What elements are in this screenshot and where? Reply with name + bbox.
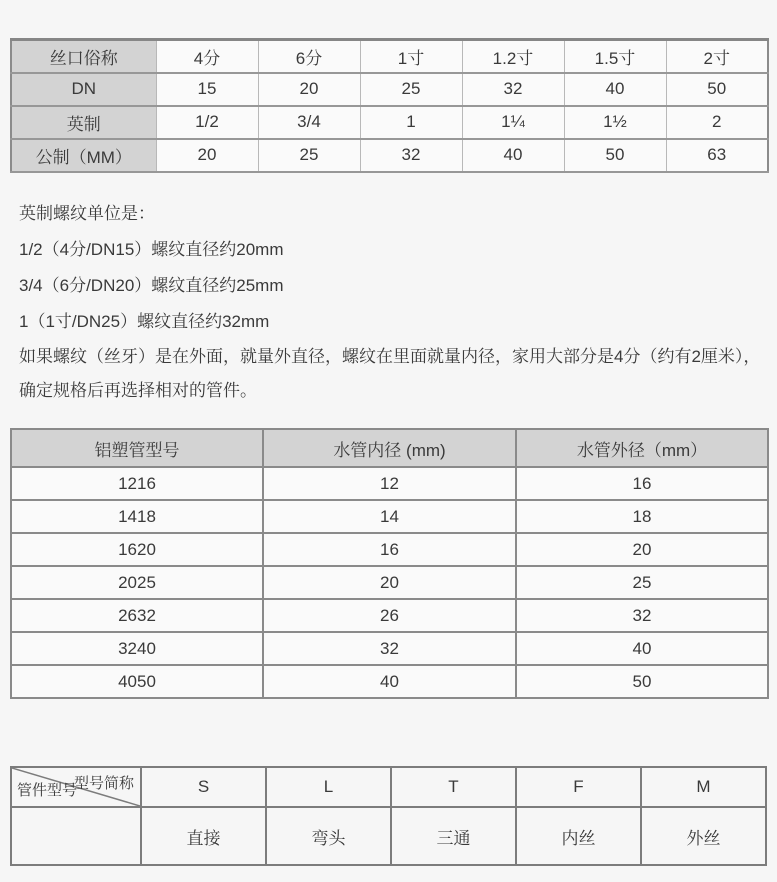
pipe-table-cell: 50 — [516, 665, 768, 698]
thread-table-cell: 40 — [462, 139, 564, 172]
thread-table-row-label: DN — [11, 73, 156, 106]
note-line-imperial-unit: 英制螺纹单位是： — [19, 204, 155, 223]
pipe-table-header-row — [11, 429, 768, 467]
thread-table-cell: 40 — [564, 73, 666, 106]
pipe-table-cell: 26 — [263, 599, 516, 632]
thread-table-cell: 1½ — [564, 106, 666, 139]
pipe-table-cell: 1418 — [11, 500, 263, 533]
fitting-code-cell: T — [391, 767, 516, 807]
pipe-table — [10, 428, 769, 699]
fitting-name-cell: 三通 — [391, 807, 516, 865]
thread-table-cell: 4分 — [156, 40, 258, 73]
note-paragraph-measuring: 如果螺纹（丝牙）是在外面，就量外直径，螺纹在里面就量内径，家用大部分是4分（约有2厘米），确定规格后再选择相对的管件。 — [19, 347, 761, 400]
thread-table-cell: 1寸 — [360, 40, 462, 73]
thread-table-cell: 20 — [258, 73, 360, 106]
thread-table-row — [11, 73, 768, 106]
pipe-table-cell: 12 — [263, 467, 516, 500]
empty-cell — [11, 807, 141, 865]
pipe-table-cell: 40 — [263, 665, 516, 698]
thread-table-cell: 32 — [360, 139, 462, 172]
pipe-table-cell: 1216 — [11, 467, 263, 500]
pipe-table-cell: 1620 — [11, 533, 263, 566]
pipe-table-header-outer-diameter: 水管外径（mm） — [516, 429, 768, 467]
thread-table-cell: 25 — [258, 139, 360, 172]
thread-table — [10, 38, 769, 173]
pipe-table-cell: 3240 — [11, 632, 263, 665]
pipe-table-cell: 32 — [263, 632, 516, 665]
thread-table-cell: 25 — [360, 73, 462, 106]
pipe-table-cell: 2632 — [11, 599, 263, 632]
pipe-table-cell: 16 — [263, 533, 516, 566]
fitting-name-cell: 直接 — [141, 807, 266, 865]
fitting-table-corner-cell — [11, 767, 141, 807]
thread-table-cell: 2 — [666, 106, 768, 139]
thread-table-cell: 3/4 — [258, 106, 360, 139]
pipe-table-row — [11, 599, 768, 632]
pipe-table-row — [11, 632, 768, 665]
notes-block — [19, 196, 765, 408]
pipe-table-cell: 2025 — [11, 566, 263, 599]
thread-table-cell: 1 — [360, 106, 462, 139]
thread-table-row — [11, 106, 768, 139]
thread-table-row — [11, 40, 768, 73]
fitting-name-cell: 外丝 — [641, 807, 766, 865]
pipe-table-cell: 16 — [516, 467, 768, 500]
pipe-table-cell: 4050 — [11, 665, 263, 698]
note-line-dn25: 1（1寸/DN25）螺纹直径约32mm — [19, 312, 270, 331]
thread-table-row-label: 丝口俗称 — [11, 40, 156, 73]
corner-label-type: 管件型号 — [17, 782, 78, 799]
fitting-table-code-row — [11, 767, 766, 807]
pipe-table-cell: 32 — [516, 599, 768, 632]
pipe-table-row — [11, 566, 768, 599]
fitting-name-cell: 内丝 — [516, 807, 641, 865]
fitting-table — [10, 766, 767, 866]
thread-table-cell: 1¼ — [462, 106, 564, 139]
pipe-table-row — [11, 665, 768, 698]
thread-table-cell: 63 — [666, 139, 768, 172]
thread-table-row — [11, 139, 768, 172]
thread-table-cell: 32 — [462, 73, 564, 106]
thread-table-cell: 1.5寸 — [564, 40, 666, 73]
pipe-table-cell: 20 — [516, 533, 768, 566]
fitting-code-cell: M — [641, 767, 766, 807]
pipe-table-cell: 20 — [263, 566, 516, 599]
thread-table-cell: 1/2 — [156, 106, 258, 139]
thread-table-cell: 15 — [156, 73, 258, 106]
pipe-table-row — [11, 533, 768, 566]
pipe-table-cell: 40 — [516, 632, 768, 665]
thread-table-cell: 1.2寸 — [462, 40, 564, 73]
thread-table-cell: 20 — [156, 139, 258, 172]
thread-table-row-label: 公制（MM） — [11, 139, 156, 172]
fitting-code-cell: S — [141, 767, 266, 807]
thread-table-cell: 50 — [666, 73, 768, 106]
pipe-table-cell: 25 — [516, 566, 768, 599]
fitting-name-cell: 弯头 — [266, 807, 391, 865]
corner-label-code: 型号简称 — [73, 775, 134, 792]
note-line-dn20: 3/4（6分/DN20）螺纹直径约25mm — [19, 276, 284, 295]
pipe-table-row — [11, 467, 768, 500]
thread-table-cell: 50 — [564, 139, 666, 172]
pipe-table-header-model: 铝塑管型号 — [11, 429, 263, 467]
pipe-table-cell: 14 — [263, 500, 516, 533]
note-line-dn15: 1/2（4分/DN15）螺纹直径约20mm — [19, 240, 284, 259]
thread-table-cell: 2寸 — [666, 40, 768, 73]
fitting-code-cell: L — [266, 767, 391, 807]
pipe-table-row — [11, 500, 768, 533]
pipe-table-header-inner-diameter: 水管内径 (mm) — [263, 429, 516, 467]
thread-table-cell: 6分 — [258, 40, 360, 73]
pipe-table-cell: 18 — [516, 500, 768, 533]
fitting-code-cell: F — [516, 767, 641, 807]
fitting-table-name-row — [11, 807, 766, 865]
thread-table-row-label: 英制 — [11, 106, 156, 139]
